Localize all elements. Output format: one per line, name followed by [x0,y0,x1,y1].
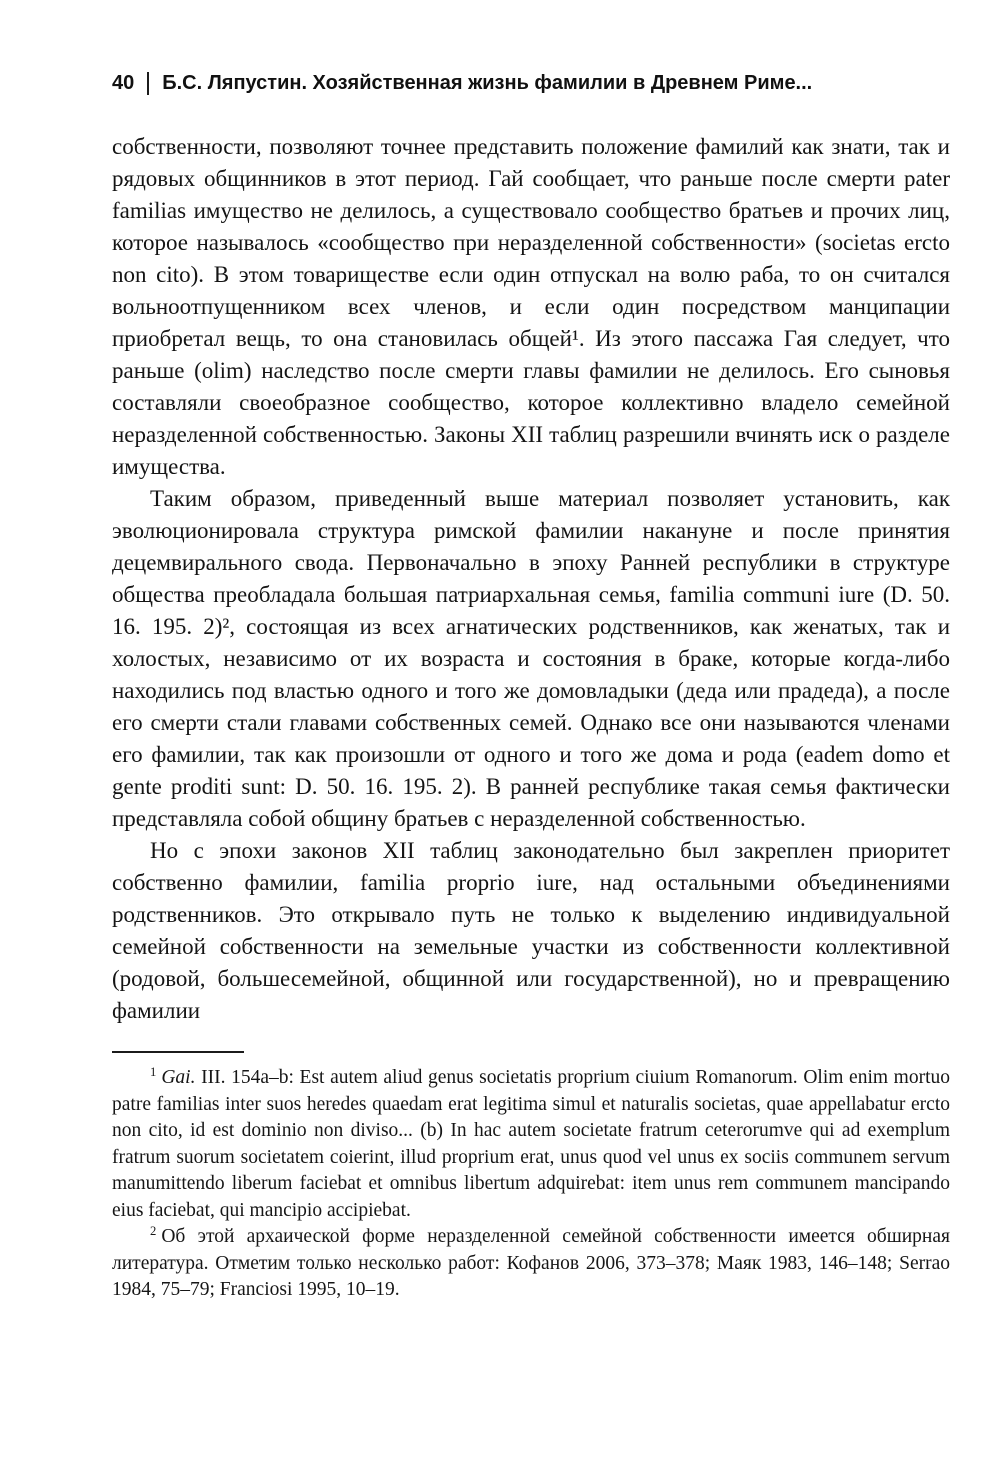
footnote-2-marker: 2 [150,1223,157,1238]
page-header [112,72,950,95]
footnote-1-source-italic: Gai. [161,1067,196,1088]
footnote-1-marker: 1 [150,1064,157,1079]
footnote-2-text: Об этой архаической форме неразделенной семейной собственности имеется обширная литература. Отметим только несколько работ: Кофанов 2006, 373–378; Маяк 1983, 146–148; Serrao 1984, 75–79; Franciosi 1995, 10–19. [112,1226,950,1300]
footnotes-block [112,1065,950,1304]
page-number: 40 [112,72,135,94]
footnote-separator [112,1051,244,1053]
footnote-2 [112,1224,950,1304]
running-title: Б.С. Ляпустин. Хозяйственная жизнь фамилии в Древнем Риме... [162,72,813,94]
body-text [112,131,950,1027]
footnote-1 [112,1065,950,1224]
paragraph-3: Но с эпохи законов XII таблиц законодательно был закреплен приоритет собственно фамилии, familia proprio iure, над остальными объединениями родственников. Это открывало путь не только к выделению индивидуальной семейной собственности на земельные участки из собственности коллективной (родовой, большесемейной, общинной или государственной), но и превращению фамилии [112,838,950,1023]
paragraph-2: Таким образом, приведенный выше материал позволяет установить, как эволюционировала структура римской фамилии накануне и после принятия децемвирального свода. Первоначально в эпоху Ранней республики в структуре общества преобладала большая патриархальная семья, familia communi iure (D. 50. 16. 195. 2)², состоящая из всех агнатических родственников, как женатых, так и холостых, независимо от их возраста и состояния в браке, которые когда-либо находились под властью одного и того же домовладыки (деда или прадеда), а после его смерти стали главами собственных семей. Однако все они называются членами его фамилии, так как произошли от одного и того же дома и рода (eadem domo et gente proditi sunt: D. 50. 16. 195. 2). В ранней республике такая семья фактически представляла собой общину братьев с неразделенной собственностью. [112,486,950,831]
footnote-1-text: III. 154a–b: Est autem aliud genus societatis proprium ciuium Romanorum. Olim enim mortuo patre familias inter suos heredes quaedam erat legitima simul et naturalis societas, quae appellabatur ercto non cito, id est dominio non diviso... (b) In hac autem societate fratrum ceterorumve qui ad exemplum fratrum suorum societatem coierint, illud proprium erat, unus quod vel unus ex sociis communem servum manumittendo liberum faciebat et omnibus libertum adquirebat: item unus rem communem mancipando eius faciebat, qui mancipio accipiebat. [112,1067,950,1221]
paragraph-1: собственности, позволяют точнее представить положение фамилий как знати, так и рядовых общинников в этот период. Гай сообщает, что раньше после смерти pater familias имущество не делилось, а существовало сообщество братьев и прочих лиц, которое называлось «сообщество при неразделенной собственности» (societas ercto non cito). В этом товариществе если один отпускал на волю раба, то он считался вольноотпущенником всех членов, и если один посредством манципации приобретал вещь, то она становилась общей¹. Из этого пассажа Гая следует, что раньше (olim) наследство после смерти главы фамилии не делилось. Его сыновья составляли своеобразное сообщество, которое коллективно владело семейной неразделенной собственностью. Законы XII таблиц разрешили вчинять иск о разделе имущества. [112,134,950,479]
header-divider [147,72,149,95]
